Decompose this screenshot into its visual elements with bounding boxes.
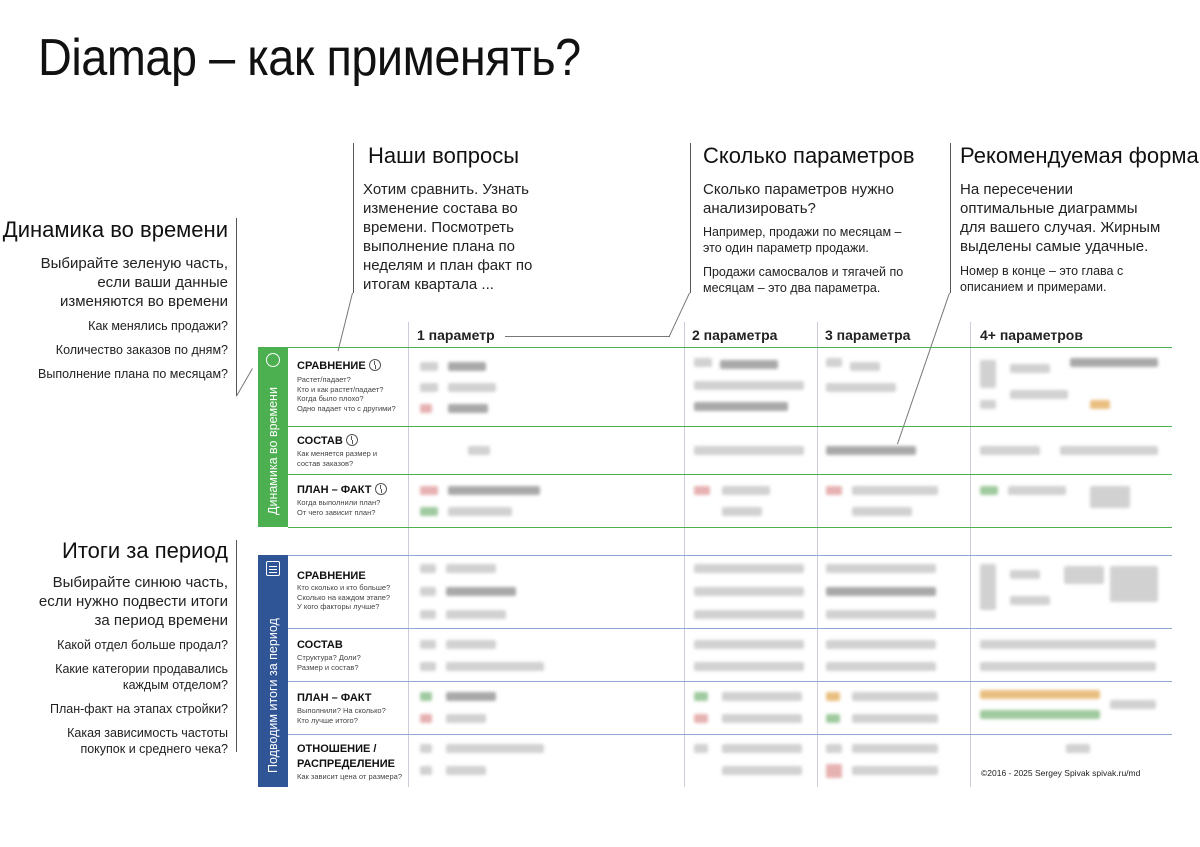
chart-thumbnail (448, 486, 540, 495)
chart-thumbnail (694, 662, 804, 671)
row-divider (288, 347, 1172, 348)
chart-thumbnail (694, 587, 804, 596)
clock-icon (266, 353, 280, 367)
params-leader-horizontal (505, 336, 670, 337)
row-divider (288, 681, 1172, 682)
chart-thumbnail (446, 714, 486, 723)
chart-thumbnail (420, 404, 432, 413)
column-header-2: 2 параметра (692, 327, 778, 343)
clock-icon (346, 434, 358, 446)
chart-thumbnail (694, 402, 788, 411)
chart-thumbnail (826, 446, 916, 455)
chart-thumbnail (1060, 446, 1158, 455)
row-subtitle: Структура? Доли? Размер и состав? (297, 653, 361, 672)
chart-thumbnail (420, 662, 436, 671)
chart-thumbnail (446, 766, 486, 775)
row-divider (288, 628, 1172, 629)
row-subtitle: Как меняется размер и состав заказов? (297, 449, 378, 468)
chart-thumbnail (448, 383, 496, 392)
chart-thumbnail (1064, 566, 1104, 584)
row-divider (288, 555, 1172, 556)
row-subtitle: Когда выполнили план? От чего зависит план? (297, 498, 381, 517)
chart-thumbnail (980, 446, 1040, 455)
page-title: Diamap – как применять? (38, 29, 581, 87)
form-leader (897, 293, 950, 445)
calendar-icon (266, 561, 280, 576)
chart-thumbnail (446, 692, 496, 701)
chart-thumbnail (852, 714, 938, 723)
chart-thumbnail (852, 744, 938, 753)
chart-thumbnail (980, 400, 996, 409)
chart-thumbnail (420, 610, 436, 619)
chart-thumbnail (448, 362, 486, 371)
chart-thumbnail (852, 766, 938, 775)
chart-thumbnail (852, 692, 938, 701)
row-subtitle: Как зависит цена от размера? (297, 772, 402, 781)
chart-thumbnail (694, 744, 708, 753)
row-title-relation: ОТНОШЕНИЕ / РАСПРЕДЕЛЕНИЕ (297, 743, 395, 770)
chart-thumbnail (1110, 566, 1158, 602)
row-subtitle: Выполнили? На сколько? Кто лучше итого? (297, 706, 386, 725)
chart-thumbnail (446, 640, 496, 649)
questions-leader (338, 293, 353, 351)
chart-thumbnail (980, 662, 1156, 671)
chart-thumbnail (420, 564, 436, 573)
chart-thumbnail (446, 662, 544, 671)
chart-thumbnail (448, 404, 488, 413)
chart-thumbnail (980, 690, 1100, 699)
dynamics-band-label: Динамика во времени (266, 387, 280, 515)
chart-thumbnail (468, 446, 490, 455)
chart-thumbnail (694, 714, 708, 723)
chart-thumbnail (420, 383, 438, 392)
row-title-comparison-period: СРАВНЕНИЕ (297, 570, 366, 582)
totals-divider (236, 540, 237, 752)
row-title-plan-fact-time: ПЛАН – ФАКТ (297, 483, 387, 496)
chart-thumbnail (826, 358, 842, 367)
row-subtitle: Растет/падает? Кто и как растет/падает? Когда было плохо? Одно падает что с другими? (297, 375, 396, 413)
chart-thumbnail (420, 587, 436, 596)
chart-thumbnail (420, 486, 438, 495)
chart-thumbnail (850, 362, 880, 371)
chart-thumbnail (722, 744, 802, 753)
chart-thumbnail (1110, 700, 1156, 709)
totals-heading: Итоги за период (62, 538, 228, 563)
chart-thumbnail (852, 486, 938, 495)
chart-thumbnail (1090, 400, 1110, 409)
chart-thumbnail (826, 714, 840, 723)
dynamics-divider (236, 218, 237, 396)
chart-thumbnail (446, 744, 544, 753)
form-heading: Рекомендуемая форма (960, 143, 1199, 168)
chart-thumbnail (826, 383, 896, 392)
chart-thumbnail (722, 692, 802, 701)
chart-thumbnail (420, 714, 432, 723)
chart-thumbnail (826, 486, 842, 495)
chart-thumbnail (1070, 358, 1158, 367)
chart-thumbnail (1010, 570, 1040, 579)
chart-thumbnail (980, 640, 1156, 649)
row-divider (288, 426, 1172, 427)
copyright: ©2016 - 2025 Sergey Spivak spivak.ru/md (981, 768, 1141, 778)
chart-thumbnail (446, 564, 496, 573)
chart-thumbnail (826, 640, 936, 649)
column-header-3: 3 параметра (825, 327, 911, 343)
chart-thumbnail (420, 507, 438, 516)
chart-thumbnail (420, 362, 438, 371)
chart-thumbnail (420, 640, 436, 649)
chart-thumbnail (694, 446, 804, 455)
chart-thumbnail (1010, 596, 1050, 605)
chart-thumbnail (1066, 744, 1090, 753)
dynamics-heading: Динамика во времени (2, 217, 228, 242)
row-subtitle: Кто сколько и кто больше? Сколько на каждом этапе? У кого факторы лучше? (297, 583, 391, 611)
chart-thumbnail (694, 692, 708, 701)
chart-thumbnail (694, 610, 804, 619)
chart-thumbnail (980, 486, 998, 495)
column-header-4: 4+ параметров (980, 327, 1083, 343)
chart-thumbnail (826, 764, 842, 778)
clock-icon (375, 483, 387, 495)
row-title-composition-period: СОСТАВ (297, 639, 343, 651)
chart-thumbnail (980, 564, 996, 610)
chart-thumbnail (1008, 486, 1066, 495)
params-leader (669, 293, 690, 337)
form-divider (950, 143, 951, 293)
chart-thumbnail (826, 564, 936, 573)
row-divider (288, 527, 1172, 528)
chart-thumbnail (826, 610, 936, 619)
chart-thumbnail (1090, 486, 1130, 508)
chart-thumbnail (826, 744, 842, 753)
chart-thumbnail (446, 610, 506, 619)
chart-thumbnail (1010, 364, 1050, 373)
chart-thumbnail (722, 507, 762, 516)
dynamics-band (258, 347, 288, 527)
row-title-plan-fact-period: ПЛАН – ФАКТ (297, 692, 372, 704)
params-divider (690, 143, 691, 293)
chart-thumbnail (694, 640, 804, 649)
chart-thumbnail (1010, 390, 1068, 399)
chart-thumbnail (980, 360, 996, 388)
row-divider (288, 474, 1172, 475)
chart-thumbnail (826, 662, 936, 671)
chart-thumbnail (694, 486, 710, 495)
dynamics-leader (236, 368, 253, 396)
clock-icon (369, 359, 381, 371)
totals-band (258, 555, 288, 787)
chart-thumbnail (720, 360, 778, 369)
chart-thumbnail (448, 507, 512, 516)
questions-heading: Наши вопросы (368, 143, 520, 168)
chart-thumbnail (420, 766, 432, 775)
row-divider (288, 734, 1172, 735)
chart-thumbnail (694, 358, 712, 367)
chart-thumbnail (694, 381, 804, 390)
params-heading: Сколько параметров (703, 143, 915, 168)
row-title-composition-time: СОСТАВ (297, 434, 358, 447)
chart-thumbnail (826, 692, 840, 701)
chart-thumbnail (420, 692, 432, 701)
chart-thumbnail (722, 486, 770, 495)
chart-thumbnail (420, 744, 432, 753)
chart-thumbnail (446, 587, 516, 596)
chart-thumbnail (722, 766, 802, 775)
totals-band-label: Подводим итоги за период (266, 618, 280, 773)
row-title-comparison-time: СРАВНЕНИЕ (297, 359, 381, 372)
chart-thumbnail (852, 507, 912, 516)
chart-thumbnail (980, 710, 1100, 719)
chart-thumbnail (722, 714, 802, 723)
chart-thumbnail (826, 587, 936, 596)
chart-thumbnail (694, 564, 804, 573)
column-header-1: 1 параметр (417, 327, 495, 343)
questions-divider (353, 143, 354, 293)
